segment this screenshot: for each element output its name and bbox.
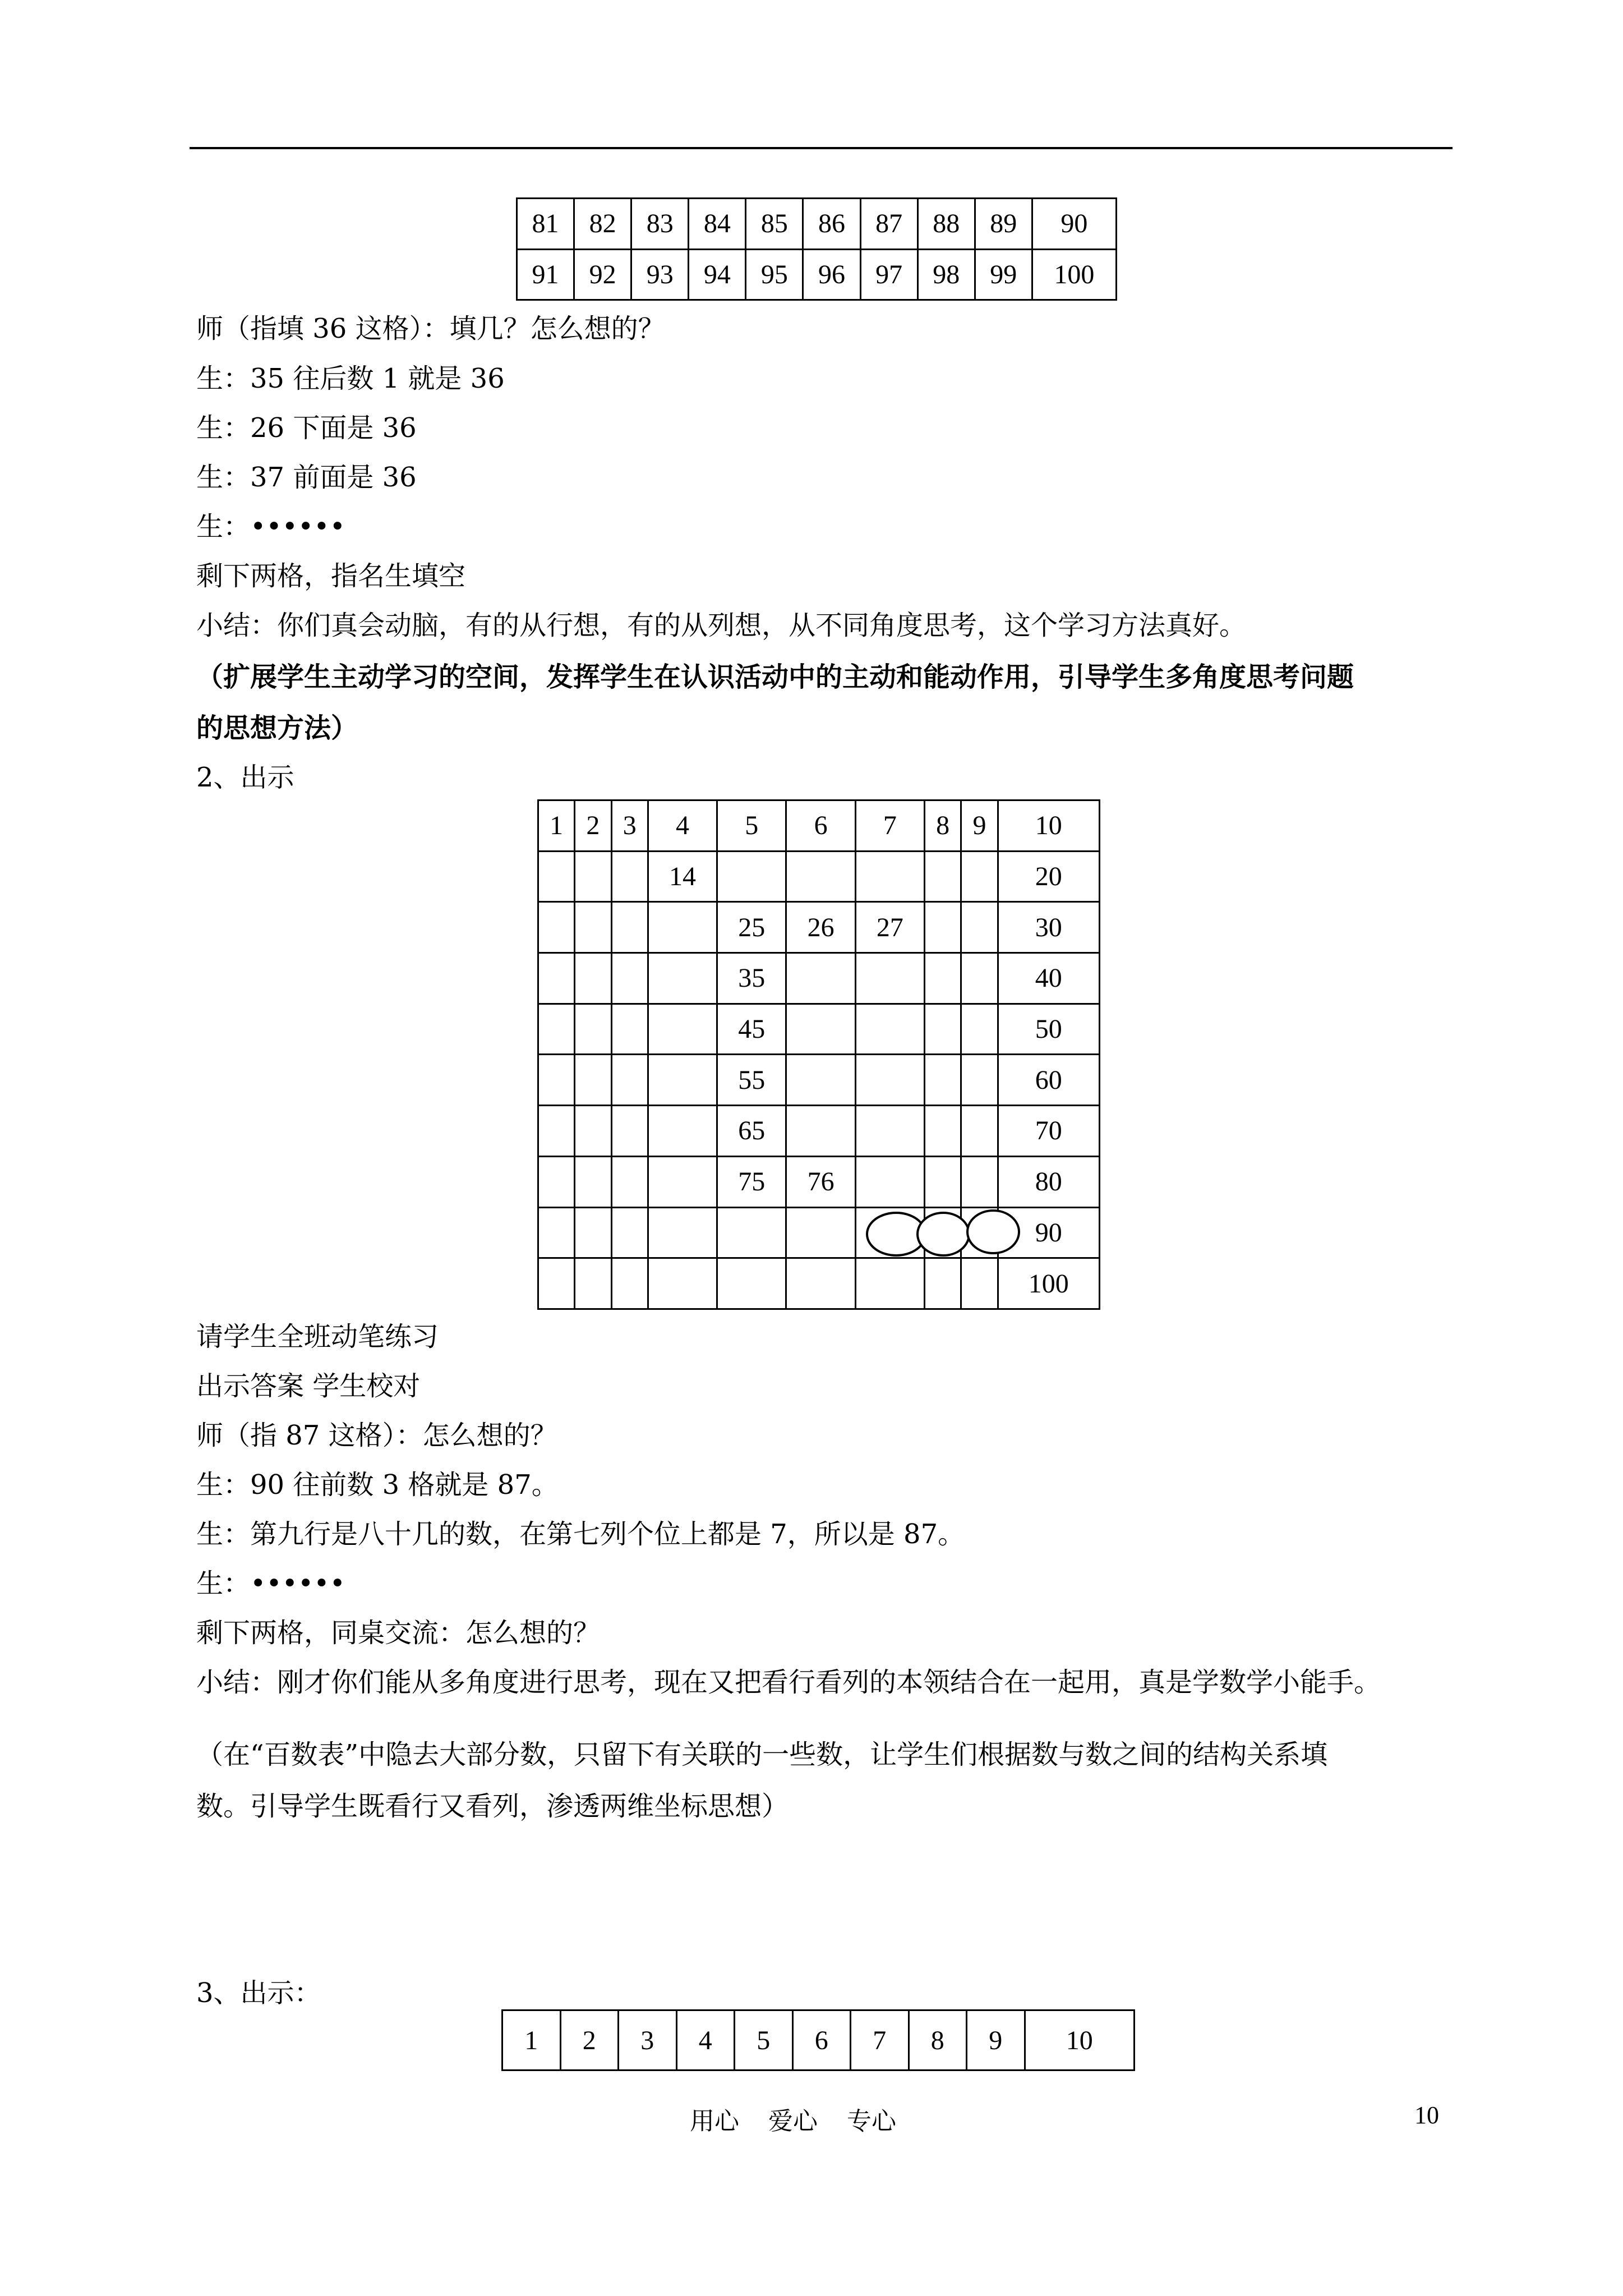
table-cell: 14 [648, 851, 717, 902]
table-row [538, 1004, 1100, 1055]
table-cell: 89 [975, 199, 1032, 250]
section-heading: 3、出示： [196, 1977, 321, 2009]
table-cell [855, 1106, 924, 1157]
text-line: 请学生全班动笔练习 [196, 1321, 439, 1352]
table-cell: 1 [502, 2010, 561, 2070]
table-row [502, 2010, 1135, 2070]
table-cell [538, 1004, 575, 1055]
table-cell [855, 851, 924, 902]
table-cell [648, 1055, 717, 1106]
table-cell: 8 [925, 800, 961, 852]
table-cell [538, 953, 575, 1004]
teaching-note: 的思想方法） [196, 712, 358, 744]
table-cell [786, 1004, 855, 1055]
table-cell: 2 [560, 2010, 619, 2070]
table-cell [961, 1156, 998, 1207]
table-cell [855, 1258, 924, 1309]
table-cell [575, 1055, 611, 1106]
table-cell [648, 1207, 717, 1258]
number-table-top [516, 197, 1117, 301]
table-cell: 3 [611, 800, 648, 852]
text-line: 生：26 下面是 36 [196, 412, 417, 444]
text-line: 出示答案 学生校对 [196, 1370, 421, 1402]
table-cell [648, 902, 717, 953]
table-cell: 76 [786, 1156, 855, 1207]
table-cell: 10 [998, 800, 1099, 852]
table-row [538, 902, 1100, 953]
table-cell [961, 953, 998, 1004]
table-cell [648, 1258, 717, 1309]
table-cell [961, 1004, 998, 1055]
table-cell: 10 [1025, 2010, 1135, 2070]
text-line: 生：37 前面是 36 [196, 462, 417, 493]
table-cell [855, 1004, 924, 1055]
table-cell [611, 851, 648, 902]
table-cell: 97 [860, 249, 917, 300]
table-cell: 5 [717, 800, 786, 852]
table-cell: 27 [855, 902, 924, 953]
table-cell [786, 851, 855, 902]
table-cell: 9 [967, 2010, 1025, 2070]
table-cell: 100 [998, 1258, 1099, 1309]
table-cell [961, 851, 998, 902]
footer-motto: 用心 爱心 专心 [690, 2107, 896, 2136]
table-cell [925, 1156, 961, 1207]
table-cell [575, 1258, 611, 1309]
table-cell [717, 1258, 786, 1309]
table-cell: 4 [676, 2010, 735, 2070]
table-cell: 90 [1032, 199, 1116, 250]
teaching-note: （扩展学生主动学习的空间，发挥学生在认识活动中的主动和能动作用，引导学生多角度思考问题 [196, 661, 1354, 693]
table-cell [538, 1207, 575, 1258]
table-cell [611, 902, 648, 953]
table-cell [575, 1207, 611, 1258]
table-cell: 1 [538, 800, 575, 852]
table-cell [575, 1156, 611, 1207]
table-cell [925, 1258, 961, 1309]
answer-circles [864, 1206, 1026, 1262]
table-cell: 100 [1032, 249, 1116, 300]
text-line: 生：90 往前数 3 格就是 87。 [196, 1469, 559, 1501]
summary-line: 小结：刚才你们能从多角度进行思考，现在又把看行看列的本领结合在一起用，真是学数学小能手。 [196, 1667, 1381, 1698]
table-cell: 6 [792, 2010, 851, 2070]
page-number: 10 [1414, 2101, 1439, 2129]
table-cell: 5 [735, 2010, 793, 2070]
table-cell [611, 1055, 648, 1106]
table-cell [925, 953, 961, 1004]
table-cell [786, 1106, 855, 1157]
table-cell: 75 [717, 1156, 786, 1207]
table-cell: 55 [717, 1055, 786, 1106]
answer-circle [967, 1211, 1019, 1253]
table-cell: 4 [648, 800, 717, 852]
table-cell: 95 [746, 249, 803, 300]
teaching-note: （在“百数表”中隐去大部分数，只留下有关联的一些数，让学生们根据数与数之间的结构关系填 [196, 1739, 1328, 1770]
table-cell: 7 [851, 2010, 909, 2070]
table-cell [575, 1106, 611, 1157]
table-cell: 70 [998, 1106, 1099, 1157]
table-cell: 98 [917, 249, 975, 300]
summary-line: 小结：你们真会动脑，有的从行想，有的从列想，从不同角度思考，这个学习方法真好。 [196, 610, 1247, 641]
table-row [538, 1055, 1100, 1106]
table-cell: 94 [689, 249, 746, 300]
table-cell: 60 [998, 1055, 1099, 1106]
text-line: 师（指 87 这格）：怎么想的？ [196, 1420, 557, 1451]
table-cell [575, 902, 611, 953]
table-cell [961, 1055, 998, 1106]
table-row [517, 249, 1117, 300]
table-cell [717, 851, 786, 902]
table-cell [648, 953, 717, 1004]
table-cell [648, 1004, 717, 1055]
table-cell: 85 [746, 199, 803, 250]
table-cell [855, 1055, 924, 1106]
table-cell [575, 953, 611, 1004]
table-cell [611, 1004, 648, 1055]
table-cell: 93 [631, 249, 689, 300]
table-cell [538, 1258, 575, 1309]
text-line: 剩下两格，同桌交流：怎么想的？ [196, 1617, 601, 1649]
table-cell: 26 [786, 902, 855, 953]
table-cell [538, 1055, 575, 1106]
table-cell: 8 [909, 2010, 967, 2070]
answer-circle [917, 1213, 969, 1255]
table-cell [925, 902, 961, 953]
table-cell: 20 [998, 851, 1099, 902]
table-cell: 45 [717, 1004, 786, 1055]
table-cell [538, 902, 575, 953]
table-row [538, 1106, 1100, 1157]
table-cell: 30 [998, 902, 1099, 953]
header-rule [190, 147, 1453, 149]
table-cell [538, 1106, 575, 1157]
table-row [538, 1258, 1100, 1309]
table-row [538, 953, 1100, 1004]
table-cell [961, 1258, 998, 1309]
table-cell [961, 1106, 998, 1157]
table-cell: 7 [855, 800, 924, 852]
text-line: 剩下两格，指名生填空 [196, 560, 466, 592]
table-cell: 35 [717, 953, 786, 1004]
table-cell [786, 953, 855, 1004]
table-cell [925, 1004, 961, 1055]
table-cell [575, 851, 611, 902]
table-cell: 6 [786, 800, 855, 852]
table-cell: 84 [689, 199, 746, 250]
table-cell: 86 [803, 199, 860, 250]
table-cell [961, 902, 998, 953]
table-cell [925, 851, 961, 902]
table-cell: 88 [917, 199, 975, 250]
text-line: 生：•••••• [196, 1568, 345, 1599]
table-cell [648, 1156, 717, 1207]
table-row [538, 800, 1100, 852]
text-line: 生：第九行是八十几的数，在第七列个位上都是 7，所以是 87。 [196, 1519, 965, 1550]
number-row-table [501, 2009, 1135, 2071]
table-cell [786, 1258, 855, 1309]
table-cell: 92 [574, 249, 631, 300]
table-cell: 87 [860, 199, 917, 250]
table-cell [611, 1156, 648, 1207]
table-cell [925, 1055, 961, 1106]
table-cell: 40 [998, 953, 1099, 1004]
table-cell: 81 [517, 199, 574, 250]
table-cell [611, 953, 648, 1004]
table-cell [717, 1207, 786, 1258]
table-cell [575, 1004, 611, 1055]
table-cell [648, 1106, 717, 1157]
text-line: 生：•••••• [196, 511, 345, 542]
table-cell: 96 [803, 249, 860, 300]
table-cell: 80 [998, 1156, 1099, 1207]
table-cell [611, 1207, 648, 1258]
table-row [538, 1156, 1100, 1207]
table-cell [786, 1055, 855, 1106]
table-cell: 9 [961, 800, 998, 852]
table-cell: 25 [717, 902, 786, 953]
table-cell: 91 [517, 249, 574, 300]
text-line: 师（指填 36 这格）：填几？怎么想的？ [196, 313, 665, 344]
table-cell [538, 851, 575, 902]
table-cell: 83 [631, 199, 689, 250]
table-cell [611, 1106, 648, 1157]
table-cell: 99 [975, 249, 1032, 300]
text-line: 生：35 往后数 1 就是 36 [196, 363, 505, 394]
table-cell [538, 1156, 575, 1207]
teaching-note: 数。引导学生既看行又看列，渗透两维坐标思想） [196, 1791, 789, 1822]
table-cell: 82 [574, 199, 631, 250]
table-cell: 50 [998, 1004, 1099, 1055]
table-cell [786, 1207, 855, 1258]
table-cell: 3 [619, 2010, 677, 2070]
table-cell: 2 [575, 800, 611, 852]
table-cell: 65 [717, 1106, 786, 1157]
table-cell [611, 1258, 648, 1309]
table-cell [855, 1156, 924, 1207]
section-heading: 2、出示 [196, 762, 294, 793]
table-cell: 90 [998, 1207, 1099, 1258]
table-row [517, 199, 1117, 250]
table-cell [925, 1106, 961, 1157]
table-row [538, 851, 1100, 902]
table-cell [855, 953, 924, 1004]
